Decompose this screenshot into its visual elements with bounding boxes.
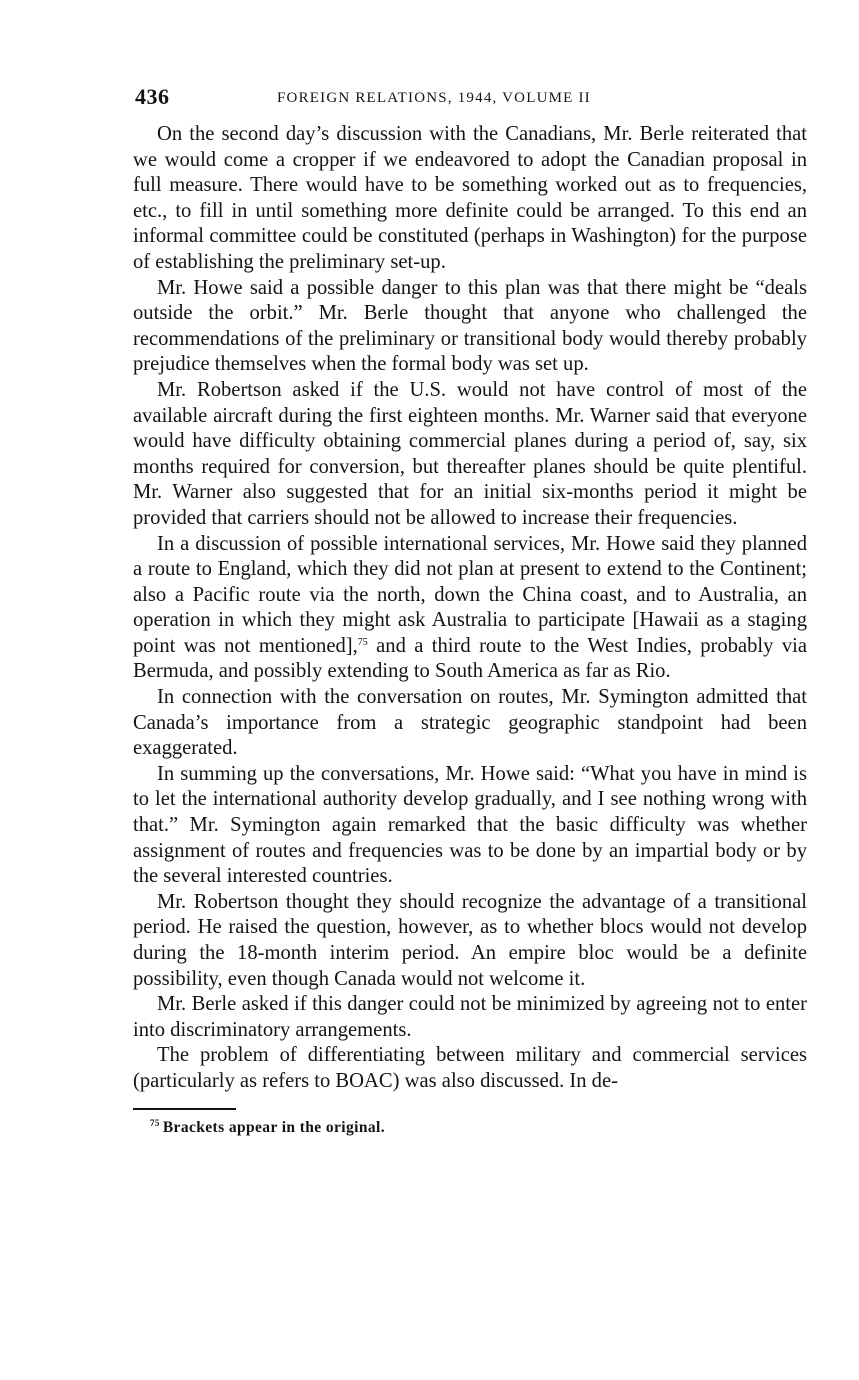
paragraph: On the second day’s discussion with the Canadians, Mr. Berle reiterated that we would come a cropper if we endeavored to adopt the Canadian proposal in full measure. There would have to be something worked out as to frequencies, etc., to fill in until something more definite could be arranged. To this end an informal committee could be constituted (perhaps in Washington) for the purpose of establishing the preliminary set-up. (133, 123, 807, 273)
paragraph-text-before-note: In a discussion of possible international services, Mr. Howe said they planned a route to England, which they did not plan at present to extend to the Continent; also a Pacific route via the north, down the China coast, and to Australia, an operation in which they might ask Australia to participate [Hawaii as a staging point was not mentioned], (133, 532, 807, 657)
footnote-text: Brackets appear in the original. (162, 1118, 386, 1136)
document-page (133, 84, 807, 1138)
running-head (133, 84, 807, 114)
paragraph: The problem of differentiating between military and commercial services (particularly as refers to BOAC) was also discussed. In de- (133, 1044, 807, 1092)
footnote (133, 1118, 807, 1138)
page-number: 436 (135, 84, 170, 109)
paragraph: Mr. Robertson asked if the U.S. would not have control of most of the available aircraft during the first eighteen months. Mr. Warner said that everyone would have difficulty obtaining commercial planes during a period of, say, six months required for conversion, but thereafter planes should be quite plentiful. Mr. Warner also suggested that for an initial six-months period it might be provided that carriers should not be allowed to increase their frequencies. (133, 378, 807, 529)
body-text (133, 122, 807, 1095)
running-head-title: FOREIGN RELATIONS, 1944, VOLUME II (277, 90, 591, 106)
paragraph-text-after-note: and a third route to the West Indies, probably via Bermuda, and possibly extending to South America as far as Rio. (133, 634, 807, 683)
paragraph-with-footnote-ref (133, 532, 807, 686)
paragraph: Mr. Robertson thought they should recognize the advantage of a transitional period. He raised the question, however, as to whether blocs would not develop during the 18-month interim period. An empire bloc would be a definite possibility, even though Canada would not welcome it. (133, 890, 807, 990)
paragraph: Mr. Berle asked if this danger could not be minimized by agreeing not to enter into discriminatory arrangements. (133, 993, 807, 1041)
footnote-reference[interactable]: 75 (357, 636, 368, 648)
paragraph: Mr. Howe said a possible danger to this plan was that there might be “deals outside the orbit.” Mr. Berle thought that anyone who challenged the recommendations of the preliminary or transitional body would thereby probably prejudice themselves when the formal body was set up. (133, 276, 807, 376)
paragraph: In connection with the conversation on routes, Mr. Symington admitted that Canada’s importance from a strategic geographic standpoint had been exaggerated. (133, 686, 807, 760)
footnote-divider (133, 1108, 236, 1110)
paragraph: In summing up the conversations, Mr. Howe said: “What you have in mind is to let the international authority develop gradually, and I see nothing wrong with that.” Mr. Symington again remarked that the basic difficulty was whether assignment of routes and frequencies was to be done by an impartial body or by the several interested countries. (133, 762, 807, 888)
footnote-number: 75 (150, 1117, 160, 1128)
